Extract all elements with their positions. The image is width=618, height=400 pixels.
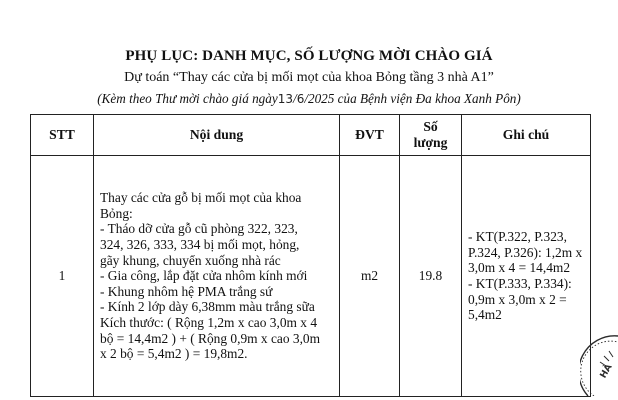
document-title: PHỤ LỤC: DANH MỤC, SỐ LƯỢNG MỜI CHÀO GIÁ <box>125 48 493 64</box>
note-day-handwritten: 13 <box>277 92 294 106</box>
remark-line: 5,4m2 <box>468 307 502 323</box>
note-separator: / <box>293 91 297 106</box>
content-line: x 2 bộ = 5,4m2 ) = 19,8m2. <box>100 346 248 362</box>
cell-unit: m2 <box>340 156 400 397</box>
cell-content <box>94 156 340 397</box>
content-line: gãy khung, chuyển xuống nhà rác <box>100 252 281 268</box>
note-prefix: (Kèm theo Thư mời chào giá ngày <box>97 91 278 106</box>
remark-line: 3,0m x 4 = 14,4m2 <box>468 260 571 276</box>
cell-quantity: 19.8 <box>400 156 462 397</box>
document-note <box>0 91 618 107</box>
table-row <box>31 156 591 397</box>
table-header-row <box>31 115 591 156</box>
header-quantity <box>400 115 462 156</box>
item-table <box>30 114 591 397</box>
header-unit: ĐVT <box>340 115 400 156</box>
header-quantity-line1: Số <box>423 119 438 134</box>
header-remark: Ghi chú <box>462 115 591 156</box>
remark-line: P.324, P.326): 1,2m x <box>468 244 583 260</box>
remark-line: - KT(P.333, P.334): <box>468 276 572 291</box>
header-quantity-line2: lượng <box>413 135 448 150</box>
stamp-text: HÀ <box>598 362 615 381</box>
content-line: Kích thước: ( Rộng 1,2m x cao 3,0m x 4 <box>100 314 318 330</box>
content-line: - Tháo dỡ cửa gỗ cũ phòng 322, 323, <box>100 221 298 237</box>
stamp-seal <box>580 326 618 396</box>
content-line: - Gia công, lắp đặt cửa nhôm kính mới <box>100 268 308 284</box>
cell-remark <box>462 156 591 397</box>
document-subtitle: Dự toán “Thay các cửa bị mối mọt của khoa Bỏng tầng 3 nhà A1” <box>124 70 494 85</box>
content-line: - Kính 2 lớp dày 6,38mm màu trắng sữa <box>100 299 315 315</box>
content-line: bộ = 14,4m2 ) + ( Rộng 0,9m x cao 3,0m <box>100 330 321 346</box>
remark-line: 0,9m x 3,0m x 2 = <box>468 291 567 307</box>
note-month-handwritten: 6 <box>296 92 305 106</box>
remark-line: - KT(P.322, P.323, <box>468 229 567 245</box>
stamp-outer-ring <box>580 336 618 396</box>
content-line: - Khung nhôm hệ PMA trắng sứ <box>100 283 273 299</box>
cell-stt: 1 <box>31 156 94 397</box>
content-line: 324, 326, 333, 334 bị mối mọt, hỏng, <box>100 237 300 253</box>
header-stt: STT <box>31 115 94 156</box>
note-suffix: /2025 của Bệnh viện Đa khoa Xanh Pôn) <box>304 91 521 106</box>
header-content: Nội dung <box>94 115 340 156</box>
content-line: Bỏng: <box>100 205 133 221</box>
content-line: Thay các cửa gỗ bị mối mọt của khoa <box>100 190 302 206</box>
